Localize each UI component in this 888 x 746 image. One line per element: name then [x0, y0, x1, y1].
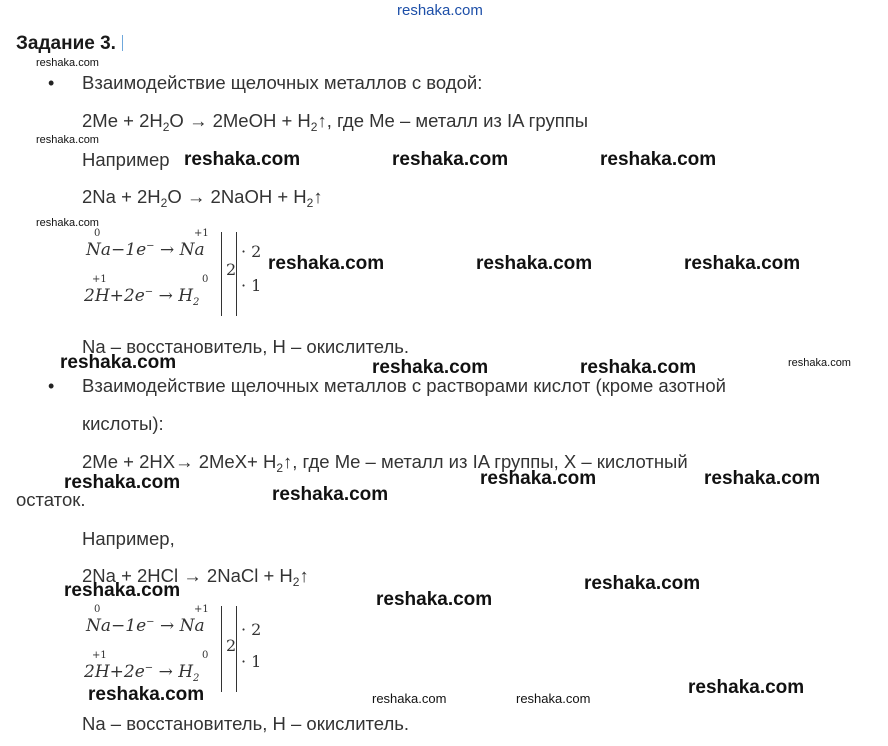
watermark: reshaka.com: [36, 134, 99, 146]
section1-example-equation: $2Na + 2H_2O$ → 2NaOH + $H_2↑$: [82, 186, 323, 210]
watermark: reshaka.com: [372, 691, 447, 706]
watermark: reshaka.com: [516, 691, 591, 706]
task-title-text: Задание 3.: [16, 33, 116, 54]
section1-heading: Взаимодействие щелочных металлов с водой:: [82, 72, 483, 93]
watermark: reshaka.com: [684, 253, 801, 274]
watermark: reshaka.com: [580, 357, 697, 378]
watermark: reshaka.com: [60, 352, 177, 373]
watermark: reshaka.com: [36, 217, 99, 229]
section2-general-equation-line1: $2Me + 2HX\to 2MeX+ H_2↑$, где Me – металл из IA группы, X – кислотный: [82, 451, 688, 475]
section2-conclusion: Na – восстановитель, H – окислитель.: [82, 713, 410, 734]
section1-example-label: Например: [82, 149, 170, 170]
section1-general-equation: $2Me + 2H_2O$ → 2MeOH + $H_2↑$, где Me – металл из IA группы: [82, 110, 589, 134]
watermark: reshaka.com: [688, 677, 805, 698]
text-cursor: [122, 35, 123, 51]
watermark: reshaka.com: [268, 253, 385, 274]
watermark: reshaka.com: [36, 57, 99, 69]
watermark: reshaka.com: [376, 589, 493, 610]
watermark: reshaka.com: [788, 357, 851, 369]
watermark: reshaka.com: [600, 149, 717, 170]
watermark: reshaka.com: [480, 468, 597, 489]
watermark: reshaka.com: [184, 149, 301, 170]
bullet-marker: •: [48, 73, 55, 93]
task-title: [16, 33, 123, 55]
section2-example-label: Например,: [82, 528, 175, 549]
section2-general-equation-line2: остаток.: [16, 489, 86, 510]
watermark: reshaka.com: [372, 357, 489, 378]
electron-balance-1: 0 Na−1e− → Na +1 +1 $2H+2e^- \to H_2$ 0 2 · 2 · 1: [80, 228, 280, 318]
watermark: reshaka.com: [64, 580, 181, 601]
section1-conclusion: Na – восстановитель, H – окислитель.: [82, 336, 410, 357]
watermark: reshaka.com: [88, 684, 205, 705]
watermark: reshaka.com: [272, 484, 389, 505]
watermark: reshaka.com: [704, 468, 821, 489]
watermark: reshaka.com: [584, 573, 701, 594]
watermark: reshaka.com: [476, 253, 593, 274]
watermark: reshaka.com: [392, 149, 509, 170]
section2-example-equation: 2Na + 2HCl → 2NaCl + $H_2↑$: [82, 565, 309, 589]
watermark: reshaka.com: [64, 472, 181, 493]
section2-heading-line1: Взаимодействие щелочных металлов с растворами кислот (кроме азотной: [82, 375, 726, 396]
section2-heading-line2: кислоты):: [82, 413, 164, 434]
site-header: reshaka.com: [397, 2, 483, 19]
bullet-marker: •: [48, 376, 55, 396]
electron-balance-2: 0 Na−1e− → Na +1 +1 $2H+2e^- \to H_2$ 0 2 · 2 · 1: [80, 604, 280, 694]
